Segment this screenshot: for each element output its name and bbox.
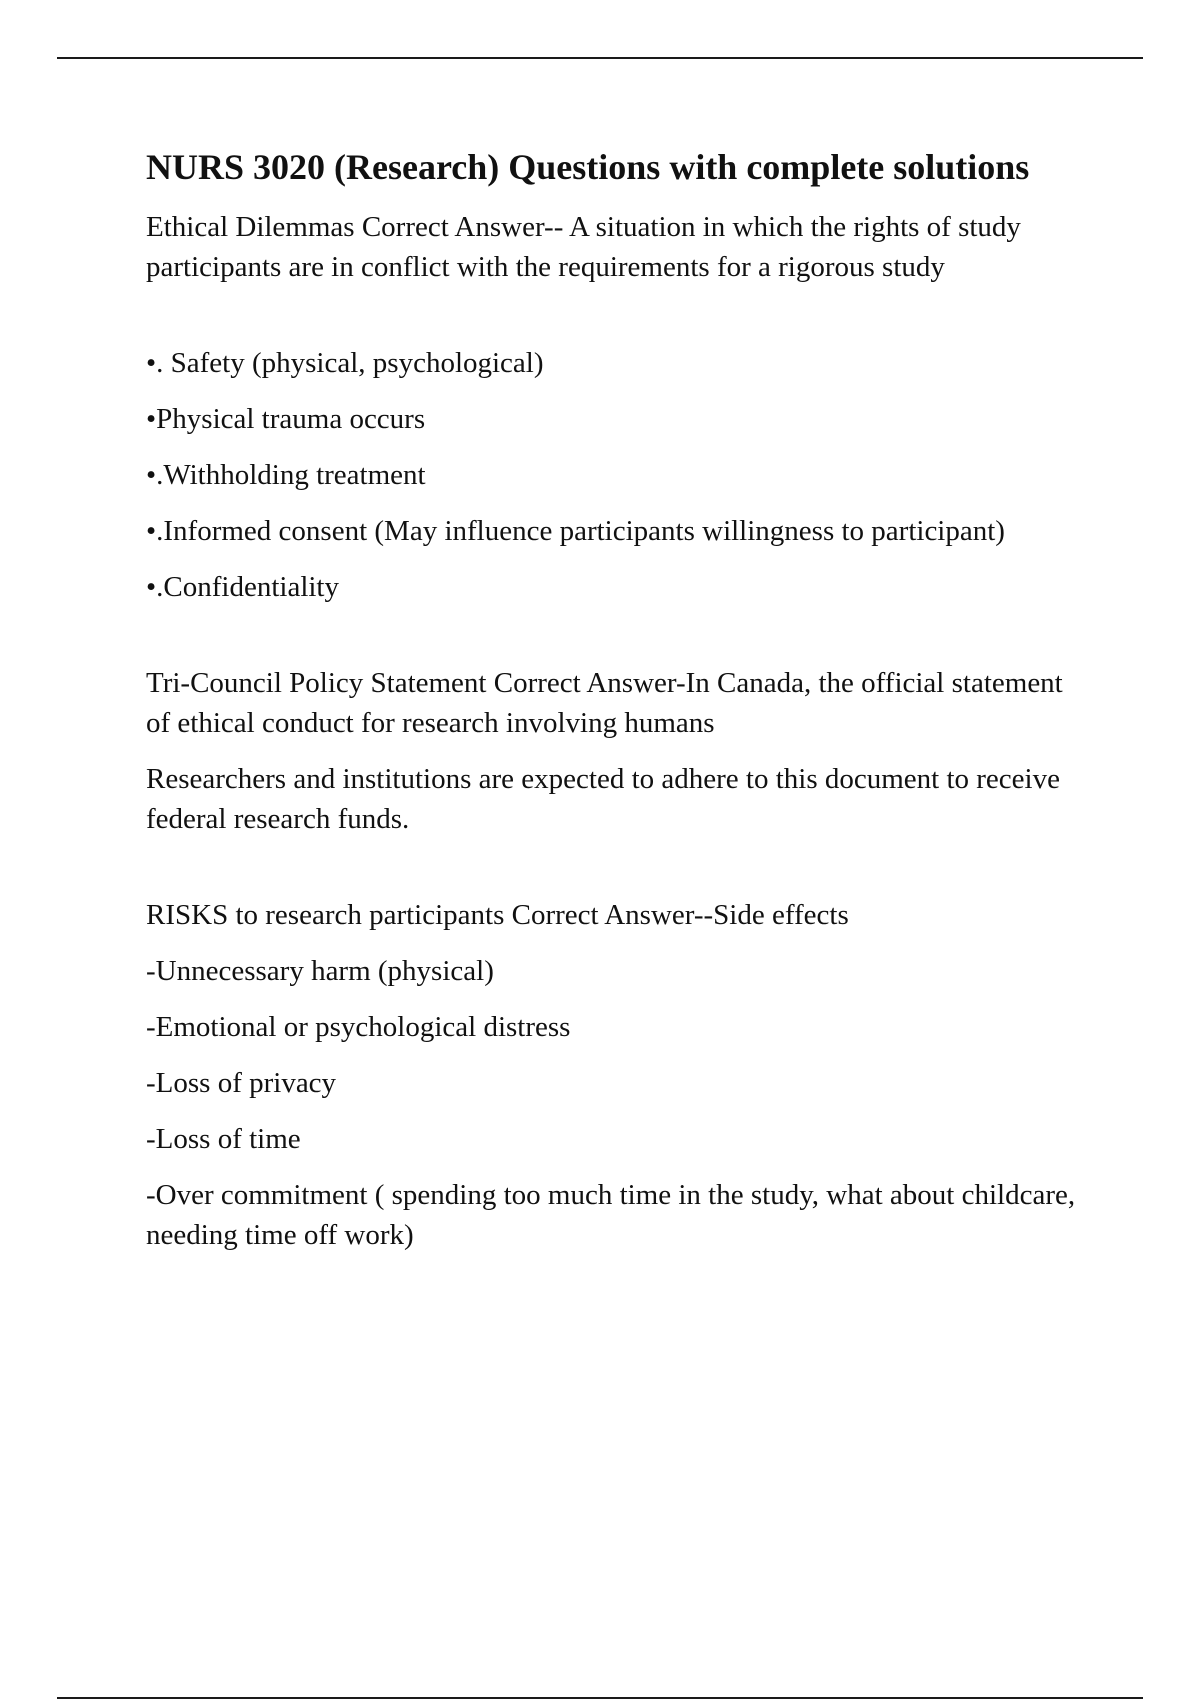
list-item: •.Withholding treatment [146,459,426,491]
paragraph: Ethical Dilemmas Correct Answer-- A situation in which the rights of study participants are in conflict with the requirements for a rigorous study [146,211,1021,283]
list-item: -Loss of time [146,1123,301,1155]
paragraph: Tri-Council Policy Statement Correct Answer-In Canada, the official statement of ethical conduct for research involving humans [146,667,1063,739]
list-item: -Emotional or psychological distress [146,1011,571,1043]
section-ethical-dilemmas [146,207,1086,287]
list-item: -Unnecessary harm (physical) [146,955,494,987]
list-item: -Loss of privacy [146,1067,337,1099]
list-item: •Physical trauma occurs [146,403,426,435]
section-dilemma-list [146,343,1086,607]
document-body [146,142,1086,1271]
page-bottom-rule [57,1697,1143,1699]
page-top-rule [57,57,1143,59]
document-title: NURS 3020 (Research) Questions with complete solutions [146,147,1030,187]
section-risks [146,895,1086,1255]
list-item: •.Informed consent (May influence participants willingness to participant) [146,515,1005,547]
paragraph: Researchers and institutions are expected to adhere to this document to receive federal research funds. [146,763,1060,835]
list-item: •.Confidentiality [146,571,339,603]
section-tri-council [146,663,1086,839]
list-item: •. Safety (physical, psychological) [146,347,544,379]
paragraph: RISKS to research participants Correct Answer--Side effects [146,899,849,931]
list-item: -Over commitment ( spending too much time in the study, what about childcare, needing time off work) [146,1179,1076,1251]
